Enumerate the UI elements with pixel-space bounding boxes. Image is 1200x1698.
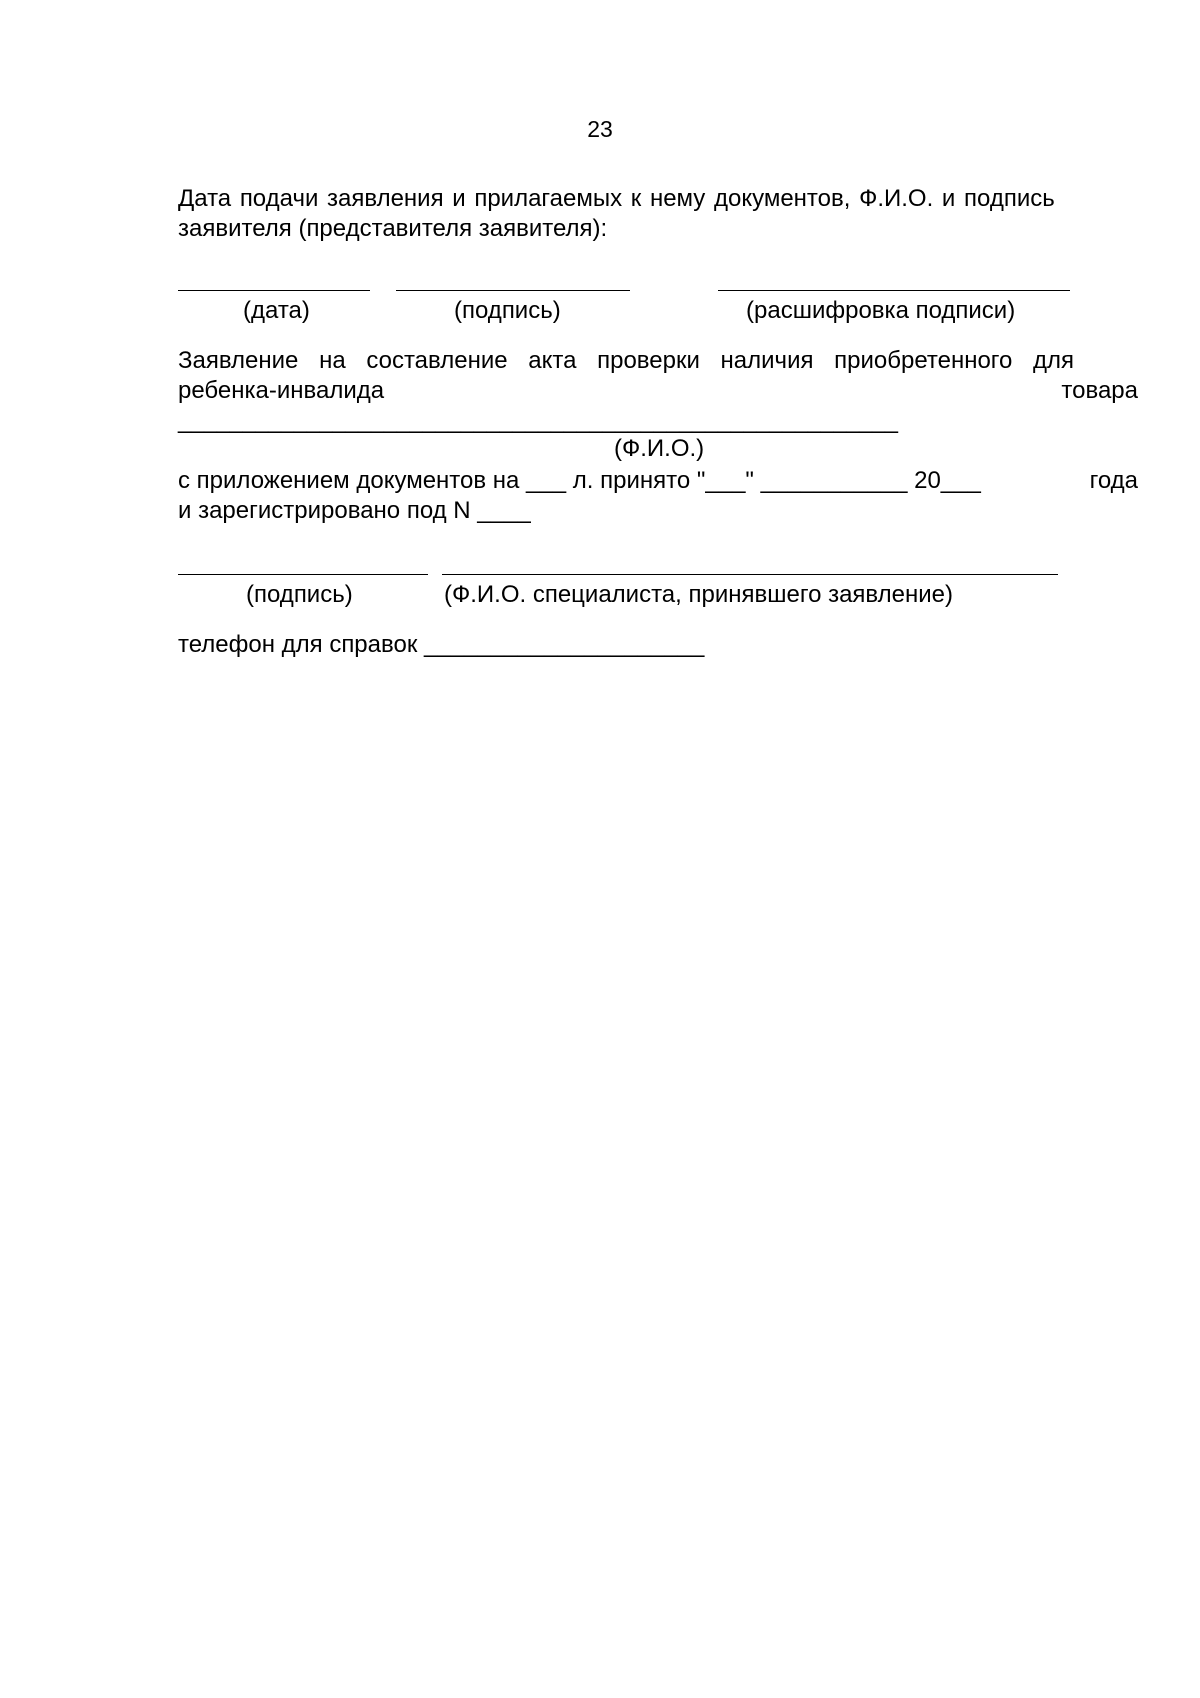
signature-caption: (подпись) xyxy=(454,297,561,324)
statement-line-4-end: года xyxy=(1089,467,1138,494)
specialist-signature-line xyxy=(178,574,428,575)
fio-caption: (Ф.И.О.) xyxy=(614,435,705,462)
date-line xyxy=(178,290,370,291)
intro-line-1 xyxy=(178,184,1138,214)
intro-line-2: заявителя (представителя заявителя): xyxy=(178,215,608,242)
statement-line-4-main: с приложением документов на ___ л. принято "___" ___________ 20___ xyxy=(178,467,981,494)
statement-line-2-right: товара xyxy=(1061,377,1138,404)
statement-line-5: и зарегистрировано под N ____ xyxy=(178,497,531,524)
date-caption: (дата) xyxy=(243,297,310,324)
specialist-signature-caption: (подпись) xyxy=(246,581,353,608)
fio-underscore-line: ________________________________________________________ xyxy=(178,407,898,434)
phone-line: телефон для справок _____________________ xyxy=(178,631,705,658)
statement-line-2-left: ребенка-инвалида xyxy=(178,377,385,404)
decode-line xyxy=(718,290,1070,291)
statement-line-4 xyxy=(178,466,1138,496)
specialist-fio-line xyxy=(442,574,1058,575)
specialist-fio-caption: (Ф.И.О. специалиста, принявшего заявление) xyxy=(444,581,953,608)
statement-line-1 xyxy=(178,346,1138,376)
statement-line-2 xyxy=(178,376,1138,406)
page-number: 23 xyxy=(587,116,613,142)
signature-line xyxy=(396,290,630,291)
intro-line-1-text: Дата подачи заявления и прилагаемых к нему документов, Ф.И.О. и подпись xyxy=(178,185,1055,212)
decode-caption: (расшифровка подписи) xyxy=(746,297,1016,324)
statement-line-1-text: Заявление на составление акта проверки наличия приобретенного для xyxy=(178,347,1075,374)
